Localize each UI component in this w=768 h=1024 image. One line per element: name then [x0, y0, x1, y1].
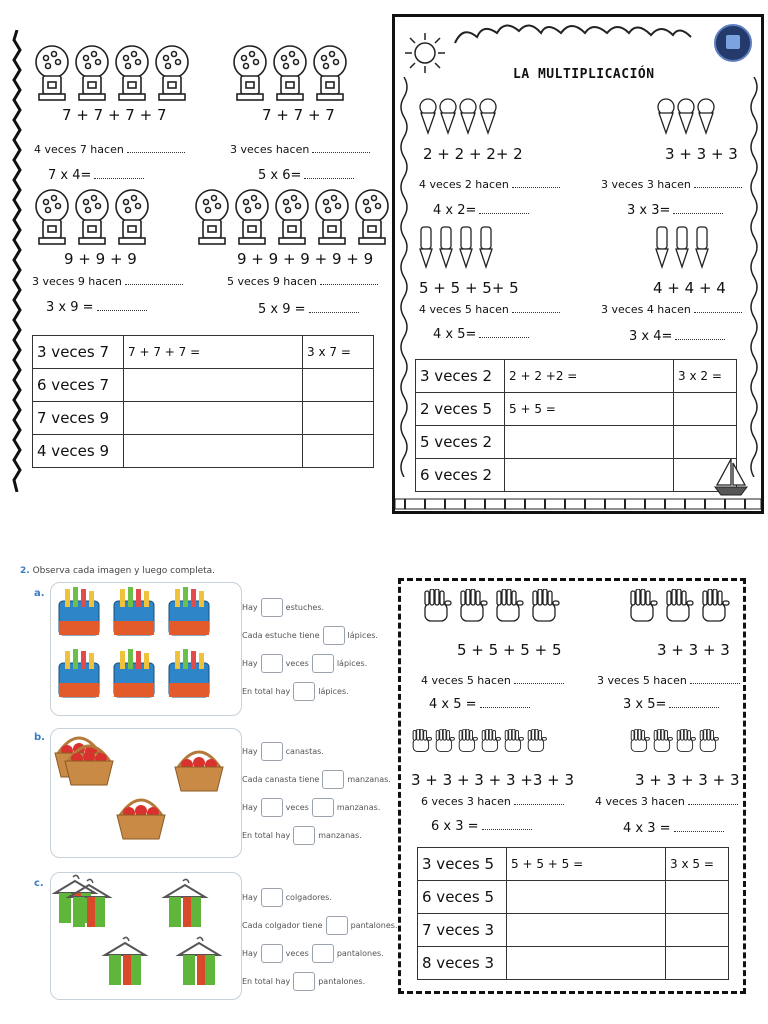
table-cell: 6 veces 2: [416, 459, 505, 492]
sum-expression: 3 + 3 + 3: [665, 145, 738, 163]
sum-expression: 4 + 4 + 4: [653, 279, 726, 297]
table-row: [416, 426, 737, 459]
sun-icon: [403, 31, 447, 75]
fill-line: Cada colgador tiene pantalones.: [242, 916, 398, 935]
answer-box[interactable]: [261, 654, 283, 673]
answer-blank[interactable]: [125, 274, 183, 285]
sum-expression: 3 + 3 + 3 + 3: [635, 771, 740, 789]
multiplication-prompt: 4 x 2=: [433, 203, 529, 218]
worksheet-multiplication: [392, 14, 764, 514]
table-cell[interactable]: [507, 914, 666, 947]
table-row: [416, 459, 737, 492]
multiplication-prompt: 5 x 9 =: [258, 302, 359, 317]
answer-box[interactable]: [312, 944, 334, 963]
answer-box[interactable]: [261, 598, 283, 617]
answer-box[interactable]: [326, 916, 348, 935]
sailboat-icon: [713, 457, 749, 497]
fence-border: [395, 497, 761, 511]
table-cell: 4 veces 9: [33, 435, 124, 468]
answer-blank[interactable]: [694, 177, 742, 188]
sentence-prompt: 3 veces 3 hacen: [601, 177, 742, 191]
section-label: a.: [34, 588, 45, 599]
table-row: [33, 402, 374, 435]
multiplication-prompt: 3 x 9 =: [46, 300, 147, 315]
sentence-prompt: 4 veces 5 hacen: [419, 302, 560, 316]
sum-expression: 9 + 9 + 9 + 9 + 9: [237, 250, 374, 268]
answer-blank[interactable]: [127, 142, 185, 153]
table-cell[interactable]: 5 + 5 + 5 =: [507, 848, 666, 881]
answer-blank[interactable]: [304, 168, 354, 179]
table-cell[interactable]: [303, 369, 374, 402]
sentence-prompt: 4 veces 5 hacen: [421, 673, 564, 687]
image-panel: [50, 582, 242, 716]
ice-cream-cones-icon: [653, 225, 723, 269]
table-cell[interactable]: [124, 435, 303, 468]
table-cell[interactable]: 2 + 2 +2 =: [505, 360, 674, 393]
answer-table: [415, 359, 737, 492]
fill-line: Hay veces pantalones.: [242, 944, 384, 963]
table-cell[interactable]: [124, 402, 303, 435]
sum-expression: 3 + 3 + 3 + 3 +3 + 3: [411, 771, 575, 789]
multiplication-prompt: 3 x 3=: [627, 203, 723, 218]
table-cell[interactable]: [666, 947, 729, 980]
answer-blank[interactable]: [669, 697, 719, 708]
answer-blank[interactable]: [688, 794, 738, 805]
table-cell[interactable]: [666, 914, 729, 947]
answer-box[interactable]: [322, 770, 344, 789]
table-row: [416, 360, 737, 393]
gumball-machines-icon: [34, 38, 194, 108]
answer-box[interactable]: [261, 888, 283, 907]
hands-icon: [627, 729, 727, 765]
table-cell: 3 veces 5: [418, 848, 507, 881]
answer-blank[interactable]: [97, 300, 147, 311]
table-cell[interactable]: [124, 369, 303, 402]
hands-icon: [409, 729, 547, 765]
sentence-prompt: 3 veces 5 hacen: [597, 673, 740, 687]
sum-expression: 5 + 5 + 5 + 5: [457, 641, 562, 659]
gumball-machines-icon: [232, 38, 352, 108]
section-label: c.: [34, 878, 44, 889]
table-cell[interactable]: [507, 881, 666, 914]
table-row: [418, 848, 729, 881]
table-cell[interactable]: 5 + 5 =: [505, 393, 674, 426]
ice-cream-cones-icon: [657, 97, 727, 137]
ice-cream-cones-icon: [417, 225, 507, 269]
sentence-prompt: 5 veces 9 hacen: [227, 274, 378, 288]
sum-expression: 3 + 3 + 3: [657, 641, 730, 659]
table-cell[interactable]: [674, 393, 737, 426]
multiplication-prompt: 4 x 3 =: [623, 821, 724, 836]
image-panel: [50, 728, 242, 858]
cloud-border: [395, 17, 761, 57]
sum-expression: 9 + 9 + 9: [64, 250, 137, 268]
sentence-prompt: 6 veces 3 hacen: [421, 794, 564, 808]
sentence-prompt: 3 veces 4 hacen: [601, 302, 742, 316]
curl-border-right: [747, 77, 761, 477]
table-cell[interactable]: 7 + 7 + 7 =: [124, 336, 303, 369]
gumball-machines-icon: [34, 182, 154, 252]
exercise-instruction: 2. Observa cada imagen y luego completa.: [20, 566, 216, 576]
fill-line: En total hay manzanas.: [242, 826, 362, 845]
wavy-border: [12, 30, 22, 492]
answer-blank[interactable]: [514, 673, 564, 684]
sentence-prompt: 4 veces 2 hacen: [419, 177, 560, 191]
multiplication-prompt: 3 x 4=: [629, 329, 725, 344]
answer-blank[interactable]: [312, 142, 370, 153]
fill-line: Hay colgadores.: [242, 888, 332, 907]
sum-expression: 7 + 7 + 7 + 7: [62, 106, 167, 124]
hands-icon: [625, 589, 735, 625]
table-cell[interactable]: [666, 881, 729, 914]
table-cell: 6 veces 7: [33, 369, 124, 402]
table-cell[interactable]: 3 x 2 =: [674, 360, 737, 393]
table-row: [33, 336, 374, 369]
answer-blank[interactable]: [514, 794, 564, 805]
multiplication-prompt: 3 x 5=: [623, 697, 719, 712]
answer-blank[interactable]: [94, 168, 144, 179]
table-cell[interactable]: [674, 426, 737, 459]
table-cell: 6 veces 5: [418, 881, 507, 914]
curl-border-left: [397, 77, 411, 477]
answer-table: [417, 847, 729, 980]
answer-box[interactable]: [323, 626, 345, 645]
answer-box[interactable]: [261, 798, 283, 817]
table-row: [416, 393, 737, 426]
table-cell: 3 veces 7: [33, 336, 124, 369]
sum-expression: 7 + 7 + 7: [262, 106, 335, 124]
answer-box[interactable]: [261, 742, 283, 761]
multiplication-prompt: 5 x 6=: [258, 168, 354, 183]
table-cell: 8 veces 3: [418, 947, 507, 980]
answer-box[interactable]: [293, 826, 315, 845]
section-label: b.: [34, 732, 45, 743]
logo-badge-icon: [713, 23, 753, 63]
answer-blank[interactable]: [512, 302, 560, 313]
answer-blank[interactable]: [675, 329, 725, 340]
fill-line: Hay estuches.: [242, 598, 324, 617]
hands-icon: [419, 589, 569, 625]
worksheet-gumballs: [12, 30, 390, 492]
answer-blank[interactable]: [479, 327, 529, 338]
table-row: [33, 435, 374, 468]
answer-blank[interactable]: [479, 203, 529, 214]
fill-line: Hay veces lápices.: [242, 654, 367, 673]
sentence-prompt: 3 veces 9 hacen: [32, 274, 183, 288]
answer-blank[interactable]: [320, 274, 378, 285]
sum-expression: 2 + 2 + 2+ 2: [423, 145, 523, 163]
answer-box[interactable]: [312, 798, 334, 817]
answer-box[interactable]: [293, 972, 315, 991]
table-row: [418, 947, 729, 980]
sentence-prompt: 4 veces 7 hacen: [34, 142, 185, 156]
sentence-prompt: 4 veces 3 hacen: [595, 794, 738, 808]
table-cell: 5 veces 2: [416, 426, 505, 459]
table-cell: 3 veces 2: [416, 360, 505, 393]
answer-blank[interactable]: [674, 821, 724, 832]
answer-blank[interactable]: [694, 302, 742, 313]
answer-box[interactable]: [293, 682, 315, 701]
worksheet-hands: [398, 578, 746, 994]
answer-blank[interactable]: [480, 697, 530, 708]
image-panel: [50, 872, 242, 1000]
table-row: [418, 881, 729, 914]
multiplication-prompt: 6 x 3 =: [431, 819, 532, 834]
fill-line: Hay veces manzanas.: [242, 798, 380, 817]
fill-line: Cada canasta tiene manzanas.: [242, 770, 391, 789]
table-cell: 7 veces 9: [33, 402, 124, 435]
answer-blank[interactable]: [512, 177, 560, 188]
table-row: [418, 914, 729, 947]
answer-table: [32, 335, 374, 468]
gumball-machines-icon: [194, 182, 394, 252]
table-cell: 2 veces 5: [416, 393, 505, 426]
table-cell[interactable]: [303, 402, 374, 435]
multiplication-prompt: 7 x 4=: [48, 168, 144, 183]
table-cell[interactable]: [507, 947, 666, 980]
sum-expression: 5 + 5 + 5+ 5: [419, 279, 519, 297]
pencil-case-icon: [51, 583, 241, 715]
fill-line: En total hay pantalones.: [242, 972, 365, 991]
workbook-exercise: [14, 556, 398, 1016]
fill-line: En total hay lápices.: [242, 682, 349, 701]
multiplication-prompt: 4 x 5=: [433, 327, 529, 342]
hanger-pants-icon: [51, 873, 241, 999]
answer-blank[interactable]: [673, 203, 723, 214]
table-cell[interactable]: [505, 426, 674, 459]
page-title: LA MULTIPLICACIÓN: [513, 67, 655, 82]
apple-basket-icon: [51, 729, 241, 857]
fill-line: Hay canastas.: [242, 742, 324, 761]
table-cell[interactable]: [505, 459, 674, 492]
answer-blank[interactable]: [309, 302, 359, 313]
table-cell[interactable]: 3 x 5 =: [666, 848, 729, 881]
multiplication-prompt: 4 x 5 =: [429, 697, 530, 712]
table-cell[interactable]: [303, 435, 374, 468]
table-cell[interactable]: 3 x 7 =: [303, 336, 374, 369]
answer-box[interactable]: [261, 944, 283, 963]
sentence-prompt: 3 veces hacen: [230, 142, 370, 156]
answer-blank[interactable]: [690, 673, 740, 684]
table-row: [33, 369, 374, 402]
answer-blank[interactable]: [482, 819, 532, 830]
table-cell: 7 veces 3: [418, 914, 507, 947]
ice-cream-cones-icon: [419, 97, 509, 137]
answer-box[interactable]: [312, 654, 334, 673]
fill-line: Cada estuche tiene lápices.: [242, 626, 378, 645]
